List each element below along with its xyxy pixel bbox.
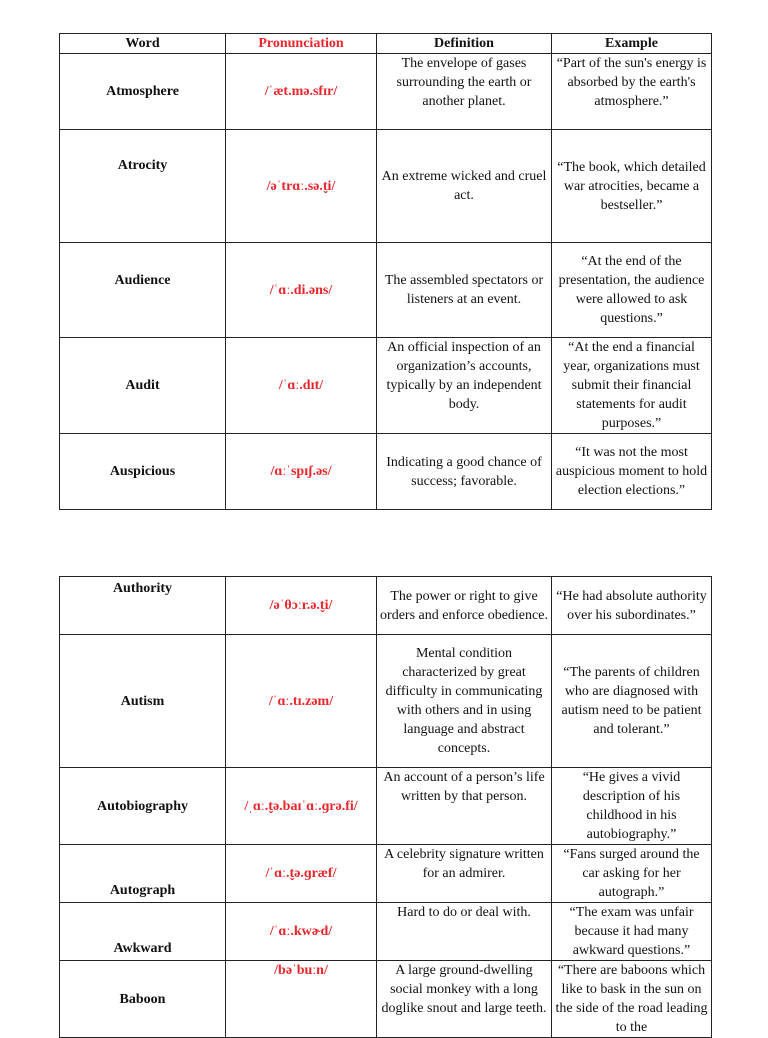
vocab-table-1 [59, 33, 712, 510]
example-cell: “Part of the sun's energy is absorbed by the earth's atmosphere.” [552, 54, 712, 130]
example-cell: “There are baboons which like to bask in the sun on the side of the road leading to the [552, 961, 712, 1038]
word-cell: Autism [60, 635, 226, 768]
example-cell: “At the end a financial year, organizations must submit their financial statements for audit purposes.” [552, 338, 712, 434]
example-cell: “He gives a vivid description of his childhood in his autobiography.” [552, 768, 712, 845]
table-row [60, 577, 712, 635]
word-cell: Atrocity [60, 130, 226, 243]
pronunciation-cell: /əˈθɔːr.ə.t̬i/ [226, 577, 377, 635]
example-cell: “It was not the most auspicious moment to hold election elections.” [552, 434, 712, 510]
pronunciation-cell: /ˈɑː.tɪ.zəm/ [226, 635, 377, 768]
definition-cell: Hard to do or deal with. [377, 903, 552, 961]
pronunciation-cell: /ˈɑː.dɪt/ [226, 338, 377, 434]
definition-cell: The power or right to give orders and enforce obedience. [377, 577, 552, 635]
definition-cell: An official inspection of an organization’s accounts, typically by an independent body. [377, 338, 552, 434]
table-row [60, 635, 712, 768]
word-cell: Autobiography [60, 768, 226, 845]
definition-cell: A celebrity signature written for an admirer. [377, 845, 552, 903]
table-row [60, 845, 712, 903]
header-example: Example [552, 34, 712, 54]
header-pronunciation: Pronunciation [226, 34, 377, 54]
definition-cell: Mental condition characterized by great difficulty in communicating with others and in using language and abstract concepts. [377, 635, 552, 768]
header-definition: Definition [377, 34, 552, 54]
word-cell: Atmosphere [60, 54, 226, 130]
table-row [60, 903, 712, 961]
vocab-table-2 [59, 576, 712, 1038]
definition-cell: An extreme wicked and cruel act. [377, 130, 552, 243]
pronunciation-cell: /ˈɑː.di.əns/ [226, 243, 377, 338]
pronunciation-cell: /ˌɑː.t̬ə.baɪˈɑː.ɡrə.fi/ [226, 768, 377, 845]
word-cell: Baboon [60, 961, 226, 1038]
pronunciation-cell: /ˈæt.mə.sfɪr/ [226, 54, 377, 130]
header-row [60, 34, 712, 54]
example-cell: “At the end of the presentation, the audience were allowed to ask questions.” [552, 243, 712, 338]
example-cell: “The parents of children who are diagnosed with autism need to be patient and tolerant.” [552, 635, 712, 768]
pronunciation-cell: /əˈtrɑː.sə.t̬i/ [226, 130, 377, 243]
word-cell: Auspicious [60, 434, 226, 510]
word-cell: Audience [60, 243, 226, 338]
word-cell: Authority [60, 577, 226, 635]
definition-cell: An account of a person’s life written by that person. [377, 768, 552, 845]
table-row [60, 338, 712, 434]
table-row [60, 961, 712, 1038]
table-row [60, 243, 712, 338]
example-cell: “He had absolute authority over his subordinates.” [552, 577, 712, 635]
table-row [60, 54, 712, 130]
header-word: Word [60, 34, 226, 54]
pronunciation-cell: /ˈɑː.t̬ə.ɡræf/ [226, 845, 377, 903]
definition-cell: The envelope of gases surrounding the earth or another planet. [377, 54, 552, 130]
pronunciation-cell: /ɑːˈspɪʃ.əs/ [226, 434, 377, 510]
table-row [60, 434, 712, 510]
pronunciation-cell: /bəˈbuːn/ [226, 961, 377, 1038]
word-cell: Autograph [60, 845, 226, 903]
pronunciation-cell: /ˈɑː.kwɚd/ [226, 903, 377, 961]
example-cell: “The book, which detailed war atrocities, became a bestseller.” [552, 130, 712, 243]
word-cell: Awkward [60, 903, 226, 961]
definition-cell: Indicating a good chance of success; favorable. [377, 434, 552, 510]
example-cell: “Fans surged around the car asking for her autograph.” [552, 845, 712, 903]
word-cell: Audit [60, 338, 226, 434]
table-row [60, 130, 712, 243]
definition-cell: The assembled spectators or listeners at an event. [377, 243, 552, 338]
table-row [60, 768, 712, 845]
example-cell: “The exam was unfair because it had many awkward questions.” [552, 903, 712, 961]
definition-cell: A large ground-dwelling social monkey with a long doglike snout and large teeth. [377, 961, 552, 1038]
